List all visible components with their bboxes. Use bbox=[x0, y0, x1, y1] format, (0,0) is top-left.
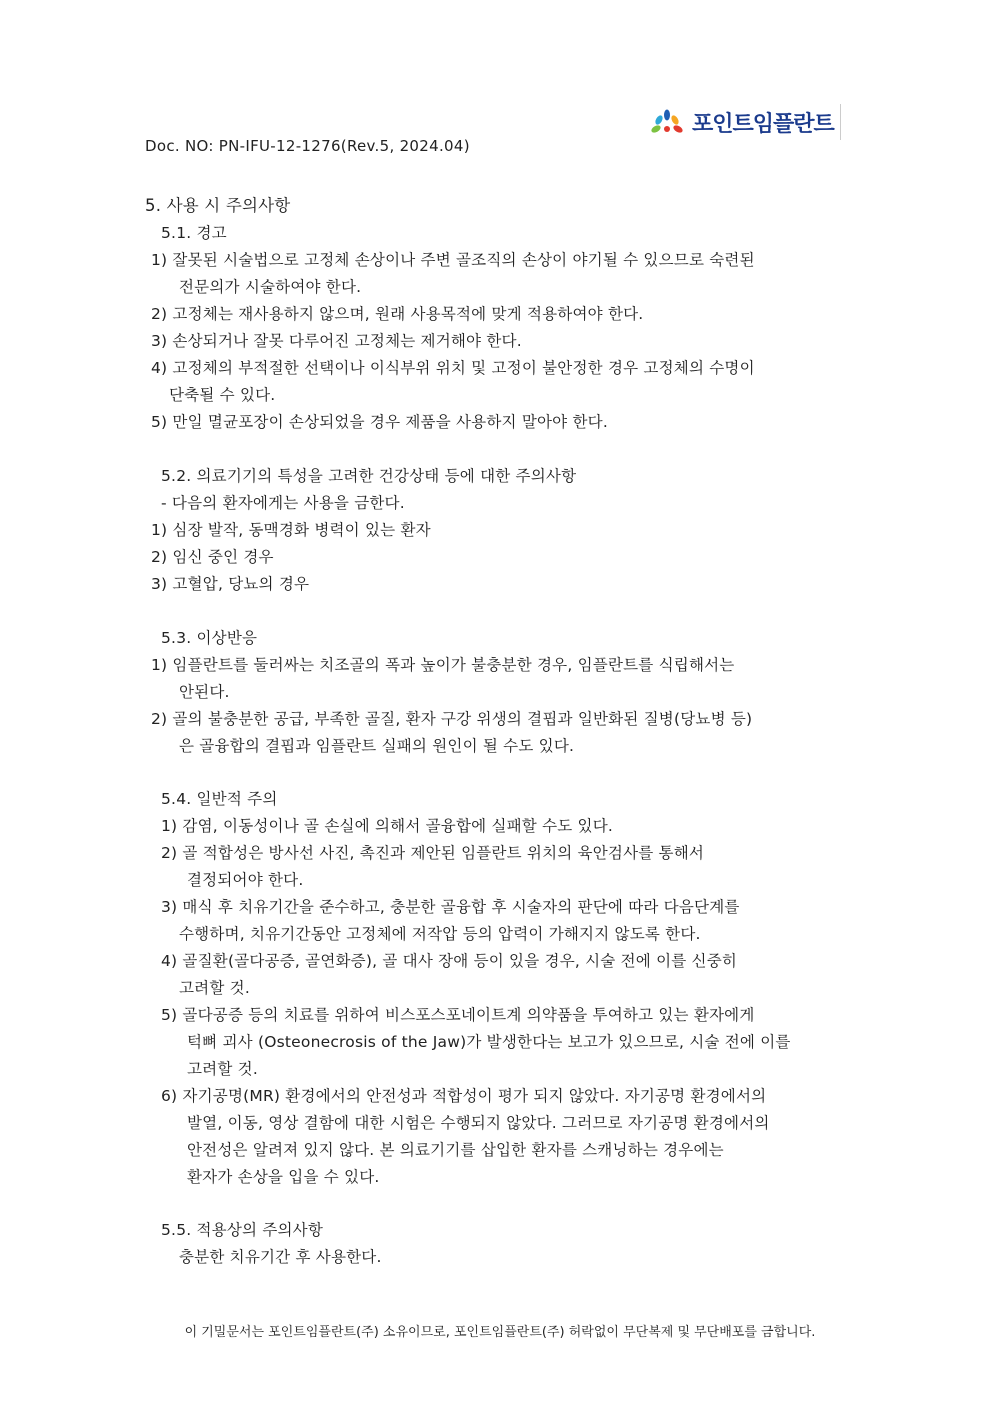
s52-line: 1) 심장 발작, 동맥경화 병력이 있는 환자 bbox=[151, 521, 431, 539]
s53-title: 5.3. 이상반응 bbox=[161, 629, 258, 647]
s54-line: 3) 매식 후 치유기간을 준수하고, 충분한 골융합 후 시술자의 판단에 따라 다음단계를 bbox=[161, 898, 740, 916]
s51-line: 2) 고정체는 재사용하지 않으며, 원래 사용목적에 맞게 적용하여야 한다. bbox=[151, 305, 644, 323]
s52-title: 5.2. 의료기기의 특성을 고려한 건강상태 등에 대한 주의사항 bbox=[161, 467, 577, 485]
confidentiality-footer: 이 기밀문서는 포인트임플란트(주) 소유이므로, 포인트임플란트(주) 허락없이 무단복제 및 무단배포를 금합니다. bbox=[184, 1325, 816, 1340]
s54-line: 1) 감염, 이동성이나 골 손실에 의해서 골융합에 실패할 수도 있다. bbox=[161, 817, 614, 835]
s54-line: 2) 골 적합성은 방사선 사진, 촉진과 제안된 임플란트 위치의 육안검사를 통해서 bbox=[161, 844, 705, 862]
s53-line: 은 골융합의 결핍과 임플란트 실패의 원인이 될 수도 있다. bbox=[179, 737, 575, 755]
s54-title: 5.4. 일반적 주의 bbox=[161, 790, 278, 808]
s53-line: 안된다. bbox=[179, 683, 230, 701]
s54-line: 6) 자기공명(MR) 환경에서의 안전성과 적합성이 평가 되지 않았다. 자기공명 환경에서의 bbox=[161, 1087, 767, 1105]
s54-line: 발열, 이동, 영상 결함에 대한 시험은 수행되지 않았다. 그러므로 자기공명 환경에서의 bbox=[187, 1114, 770, 1132]
s54-line: 5) 골다공증 등의 치료를 위하여 비스포스포네이트계 의약품을 투여하고 있는 환자에게 bbox=[161, 1006, 755, 1024]
s54-line: 턱뼈 괴사 (Osteonecrosis of the Jaw)가 발생한다는 보고가 있으므로, 시술 전에 이를 bbox=[187, 1033, 791, 1051]
s54-line: 고려할 것. bbox=[179, 979, 250, 997]
s51-line: 5) 만일 멸균포장이 손상되었을 경우 제품을 사용하지 말아야 한다. bbox=[151, 413, 608, 431]
s54-line: 결정되어야 한다. bbox=[187, 871, 304, 889]
s51-line: 4) 고정체의 부적절한 선택이나 이식부위 위치 및 고정이 불안정한 경우 고정체의 수명이 bbox=[151, 359, 755, 377]
company-logo bbox=[648, 104, 841, 140]
logo-text: 포인트임플란트 bbox=[692, 111, 834, 137]
s54-line: 수행하며, 치유기간동안 고정체에 저작압 등의 압력이 가해지지 않도록 한다. bbox=[179, 925, 701, 943]
s51-line: 단축될 수 있다. bbox=[169, 386, 276, 404]
s51-line: 전문의가 시술하여야 한다. bbox=[179, 278, 362, 296]
s53-line: 2) 골의 불충분한 공급, 부족한 골질, 환자 구강 위생의 결핍과 일반화된 질병(당뇨병 등) bbox=[151, 710, 753, 728]
flower-logo-icon bbox=[648, 107, 686, 137]
s52-line: 3) 고혈압, 당뇨의 경우 bbox=[151, 575, 310, 593]
s52-line: - 다음의 환자에게는 사용을 금한다. bbox=[161, 494, 405, 512]
s54-line: 안전성은 알려져 있지 않다. 본 의료기기를 삽입한 환자를 스캐닝하는 경우에는 bbox=[187, 1141, 724, 1159]
s54-line: 4) 골질환(골다공증, 골연화증), 골 대사 장애 등이 있을 경우, 시술 전에 이를 신중히 bbox=[161, 952, 738, 970]
s55-title: 5.5. 적용상의 주의사항 bbox=[161, 1221, 324, 1239]
s55-line: 충분한 치유기간 후 사용한다. bbox=[179, 1248, 382, 1266]
s53-line: 1) 임플란트를 둘러싸는 치조골의 폭과 높이가 불충분한 경우, 임플란트를 식립해서는 bbox=[151, 656, 735, 674]
s52-line: 2) 임신 중인 경우 bbox=[151, 548, 274, 566]
s54-line: 고려할 것. bbox=[187, 1060, 258, 1078]
section-title: 5. 사용 시 주의사항 bbox=[145, 196, 291, 215]
s51-line: 3) 손상되거나 잘못 다루어진 고정체는 제거해야 한다. bbox=[151, 332, 522, 350]
s51-line: 1) 잘못된 시술법으로 고정체 손상이나 주변 골조직의 손상이 야기될 수 있으므로 숙련된 bbox=[151, 251, 755, 269]
document-number: Doc. NO: PN-IFU-12-1276(Rev.5, 2024.04) bbox=[145, 137, 470, 155]
s54-line: 환자가 손상을 입을 수 있다. bbox=[187, 1168, 380, 1186]
s51-title: 5.1. 경고 bbox=[161, 224, 227, 242]
